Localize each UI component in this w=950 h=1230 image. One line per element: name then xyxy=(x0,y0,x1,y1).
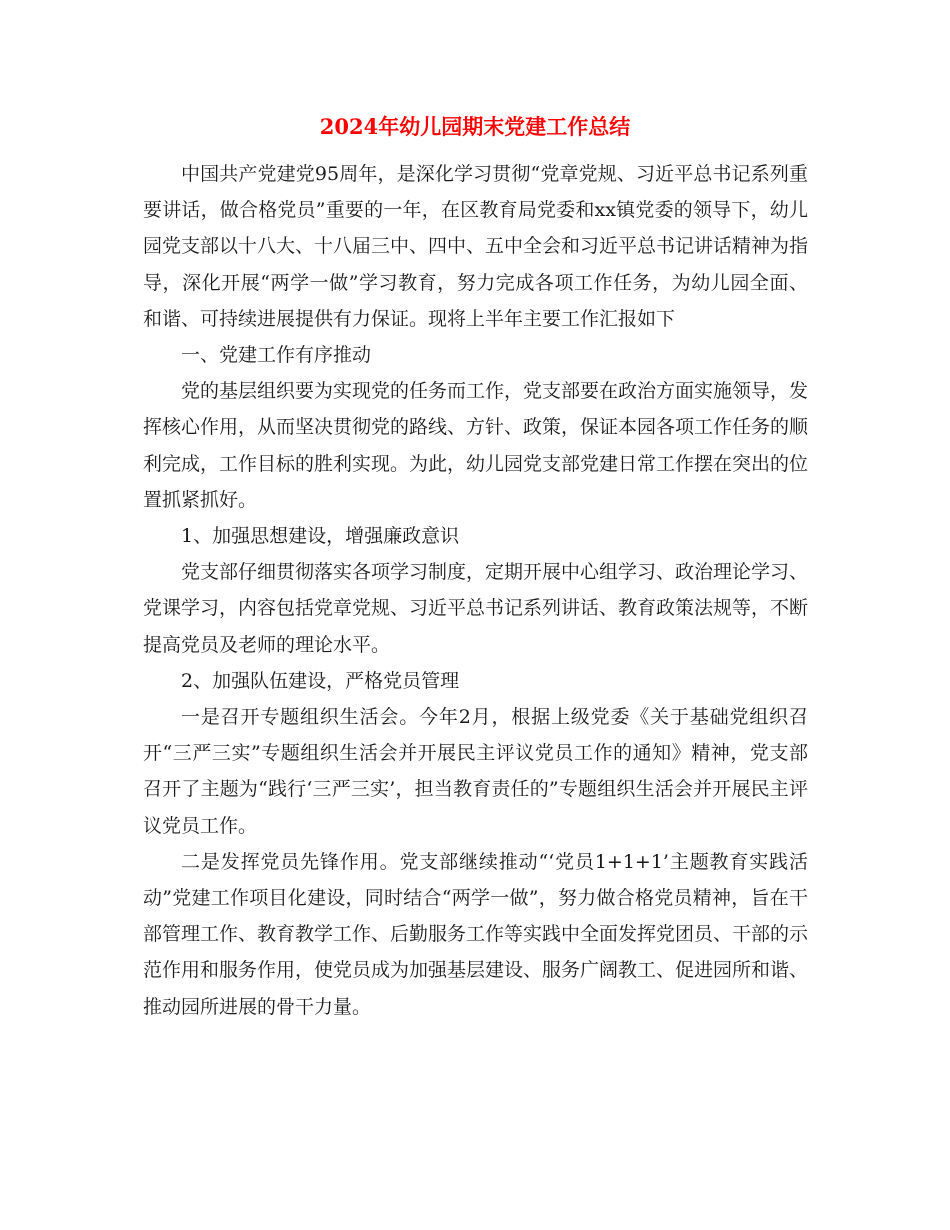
paragraph-section-1: 党的基层组织要为实现党的任务而工作，党支部要在政治方面实施领导，发挥核心作用，从而坚决贯彻党的路线、方针、政策，保证本园各项工作任务的顺利完成，工作目标的胜利实现。为此，幼儿园党支部党建日常工作摆在突出的位置抓紧抓好。 xyxy=(143,380,809,511)
document-title: 2024年幼儿园期末党建工作总结 xyxy=(319,114,631,139)
paragraph-intro: 中国共产党建党95周年，是深化学习贯彻“党章党规、习近平总书记系列重要讲话，做合格党员”重要的一年，在区教育局党委和xx镇党委的领导下，幼儿园党支部以十八大、十八届三中、四中、五中全会和习近平总书记讲话精神为指导，深化开展“两学一做”学习教育，努力完成各项工作任务，为幼儿园全面、和谐、可持续进展提供有力保证。现将上半年主要工作汇报如下 xyxy=(143,163,809,330)
paragraph-subsection-2a: 一是召开专题组织生活会。今年2月，根据上级党委《关于基础党组织召开“三严三实”专题组织生活会并开展民主评议党员工作的通知》精神，党支部召开了主题为“践行‘三严三实’，担当教育责任的”专题组织生活会并开展民主评议党员工作。 xyxy=(143,706,808,837)
subsection-heading-1: 1、加强思想建设，增强廉政意识 xyxy=(181,525,460,548)
subsection-heading-2: 2、加强队伍建设，严格党员管理 xyxy=(181,669,460,692)
paragraph-subsection-2b: 二是发挥党员先锋作用。党支部继续推动“‘党员1+1+1’主题教育实践活动”党建工作项目化建设，同时结合“两学一做”，努力做合格党员精神，旨在干部管理工作、教育教学工作、后勤服务工作等实践中全面发挥党团员、干部的示范作用和服务作用，使党员成为加强基层建设、服务广阔教工、促进园所和谐、推动园所进展的骨干力量。 xyxy=(143,850,809,1018)
document-body xyxy=(143,156,808,1025)
section-heading-1: 一、党建工作有序推动 xyxy=(181,344,372,367)
paragraph-subsection-1: 党支部仔细贯彻落实各项学习制度，定期开展中心组学习、政治理论学习、党课学习，内容包括党章党规、习近平总书记系列讲话、教育政策法规等，不断提高党员及老师的理论水平。 xyxy=(143,561,809,656)
